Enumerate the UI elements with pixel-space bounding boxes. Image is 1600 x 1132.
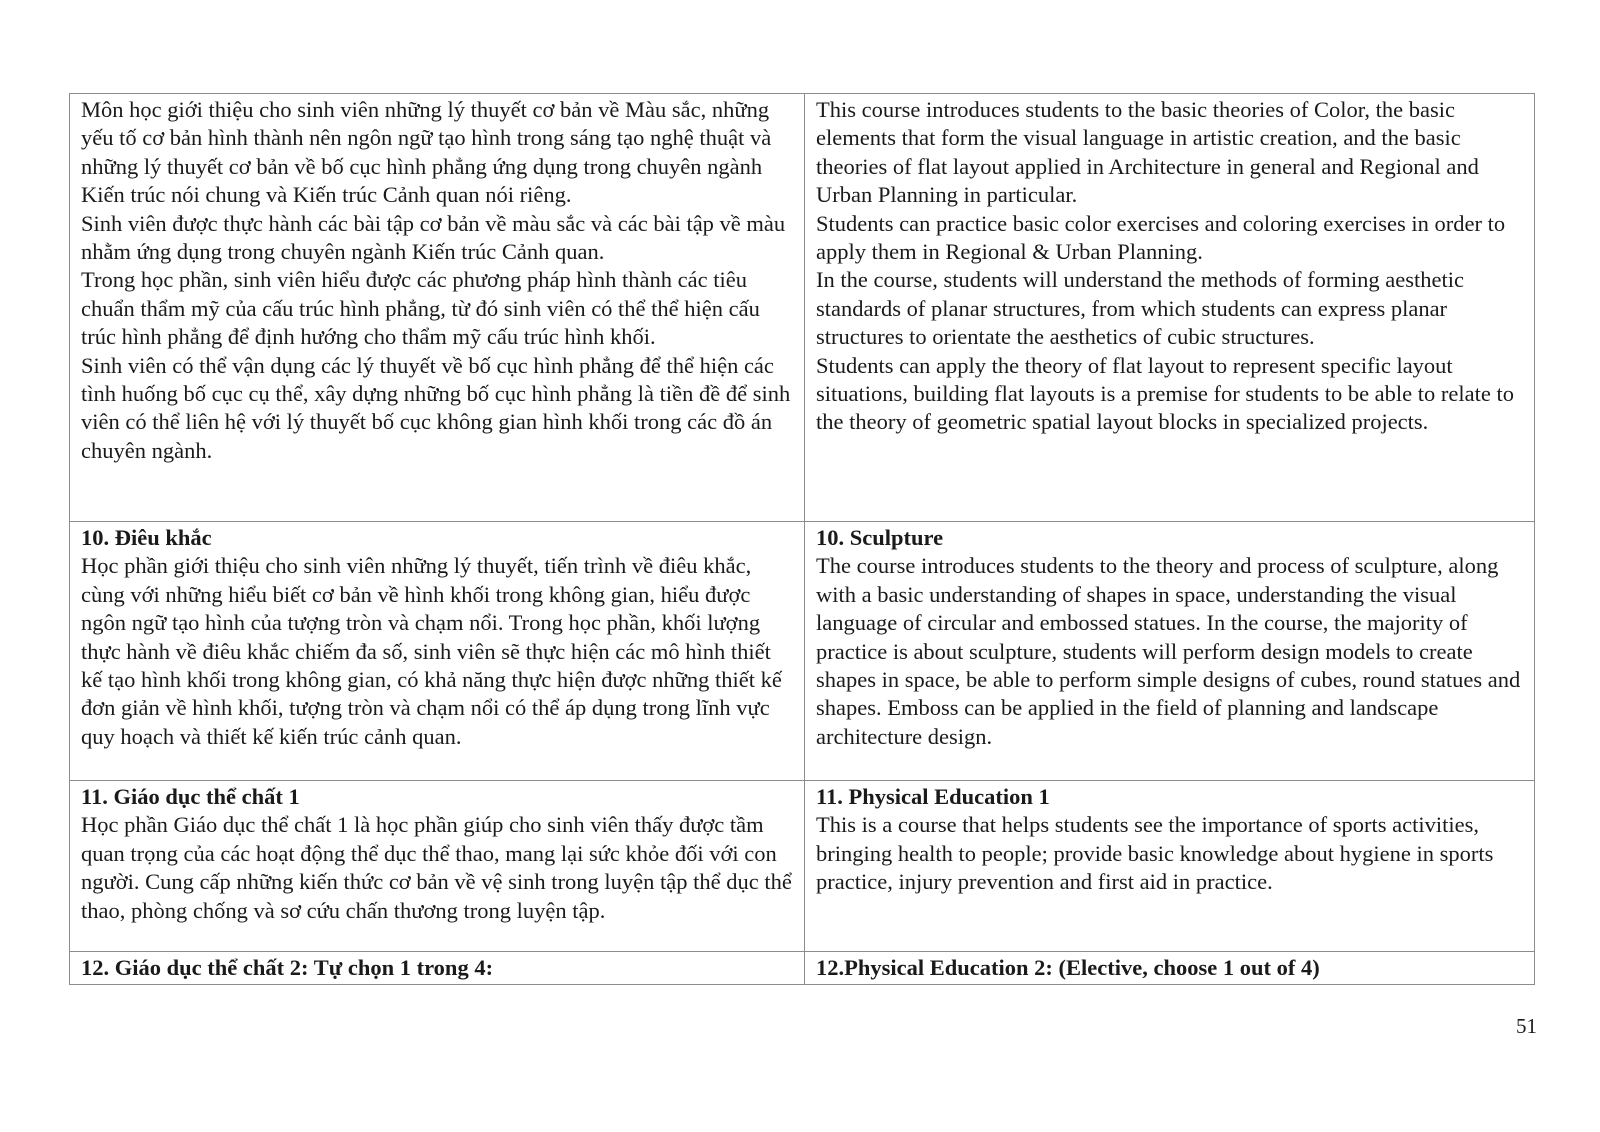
paragraph: This course introduces students to the basic theories of Color, the basic elements that form the visual language in artistic creation, and the basic theories of flat layout applied in Architecture in general and Regional and Urban Planning in particular. bbox=[816, 97, 1479, 208]
english-cell bbox=[805, 522, 1535, 781]
paragraph: This is a course that helps students see the importance of sports activities, bringing health to people; provide basic knowledge about hygiene in sports practice, injury prevention and first aid in practice. bbox=[816, 812, 1494, 895]
paragraph: Trong học phần, sinh viên hiểu được các phương pháp hình thành các tiêu chuẩn thẩm mỹ của cấu trúc hình phẳng, từ đó sinh viên có thể thể hiện cấu trúc hình phẳng để định hướng cho thẩm mỹ cấu trúc hình khối. bbox=[81, 267, 760, 350]
section-heading: 12.Physical Education 2: (Elective, choose 1 out of 4) bbox=[816, 955, 1320, 980]
paragraph: Students can practice basic color exercises and coloring exercises in order to apply them in Regional & Urban Planning. bbox=[816, 210, 1506, 265]
paragraph: Sinh viên được thực hành các bài tập cơ bản về màu sắc và các bài tập về màu nhằm ứng dụng trong chuyên ngành Kiến trúc Cảnh quan. bbox=[81, 210, 786, 265]
bilingual-course-table bbox=[69, 93, 1535, 985]
english-cell bbox=[805, 781, 1535, 952]
paragraph: Sinh viên có thể vận dụng các lý thuyết về bố cục hình phẳng để thể hiện các tình huống bố cục cụ thể, xây dựng những bố cục hình phẳng là tiền đề để sinh viên có thể liên hệ với lý thuyết bố cục không gian hình khối trong các đồ án chuyên ngành. bbox=[81, 352, 791, 463]
section-heading: 11. Giáo dục thể chất 1 bbox=[81, 784, 300, 809]
paragraph: The course introduces students to the theory and process of sculpture, along with a basic understanding of shapes in space, understanding the visual language of circular and embossed statues. In the course, the majority of practice is about sculpture, students will perform design models to create shapes in space, be able to perform simple designs of cubes, round statues and shapes. Emboss can be applied in the field of planning and landscape architecture design. bbox=[816, 553, 1521, 749]
paragraph: Học phần Giáo dục thể chất 1 là học phần giúp cho sinh viên thấy được tầm quan trọng của các hoạt động thể dục thể thao, mang lại sức khỏe đối với con người. Cung cấp những kiến thức cơ bản về vệ sinh trong luyện tập thể dục thể thao, phòng chống và sơ cứu chấn thương trong luyện tập. bbox=[81, 812, 792, 923]
paragraph: In the course, students will understand the methods of forming aesthetic standards of planar structures, from which students can express planar structures to orientate the aesthetics of cubic structures. bbox=[816, 267, 1464, 350]
section-heading: 10. Sculpture bbox=[816, 525, 944, 550]
section-heading: 11. Physical Education 1 bbox=[816, 784, 1050, 809]
vietnamese-cell bbox=[70, 522, 805, 781]
vietnamese-cell bbox=[70, 94, 805, 522]
page-number: 51 bbox=[1516, 1014, 1537, 1038]
paragraph: Học phần giới thiệu cho sinh viên những lý thuyết, tiến trình về điêu khắc, cùng với những hiểu biết cơ bản về hình khối trong không gian, hiểu được ngôn ngữ tạo hình của tượng tròn và chạm nổi. Trong học phần, khối lượng thực hành về điêu khắc chiếm đa số, sinh viên sẽ thực hiện các mô hình thiết kế tạo hình khối trong không gian, có khả năng thực hiện được những thiết kế đơn giản về hình khối, tượng tròn và chạm nổi có thể áp dụng trong lĩnh vực quy hoạch và thiết kế kiến trúc cảnh quan. bbox=[81, 553, 782, 749]
section-heading: 12. Giáo dục thể chất 2: Tự chọn 1 trong 4: bbox=[81, 955, 494, 980]
table-row bbox=[70, 522, 1535, 781]
paragraph: Students can apply the theory of flat layout to represent specific layout situations, building flat layouts is a premise for students to be able to relate to the theory of geometric spatial layout blocks in specialized projects. bbox=[816, 352, 1514, 435]
english-cell bbox=[805, 94, 1535, 522]
table-row bbox=[70, 94, 1535, 522]
table-row bbox=[70, 781, 1535, 952]
vietnamese-cell bbox=[70, 952, 805, 985]
vietnamese-cell bbox=[70, 781, 805, 952]
english-cell bbox=[805, 952, 1535, 985]
table-row bbox=[70, 952, 1535, 985]
paragraph: Môn học giới thiệu cho sinh viên những lý thuyết cơ bản về Màu sắc, những yếu tố cơ bản hình thành nên ngôn ngữ tạo hình trong sáng tạo nghệ thuật và những lý thuyết cơ bản về bố cục hình phẳng ứng dụng trong chuyên ngành Kiến trúc nói chung và Kiến trúc Cảnh quan nói riêng. bbox=[81, 97, 772, 208]
section-heading: 10. Điêu khắc bbox=[81, 525, 212, 550]
